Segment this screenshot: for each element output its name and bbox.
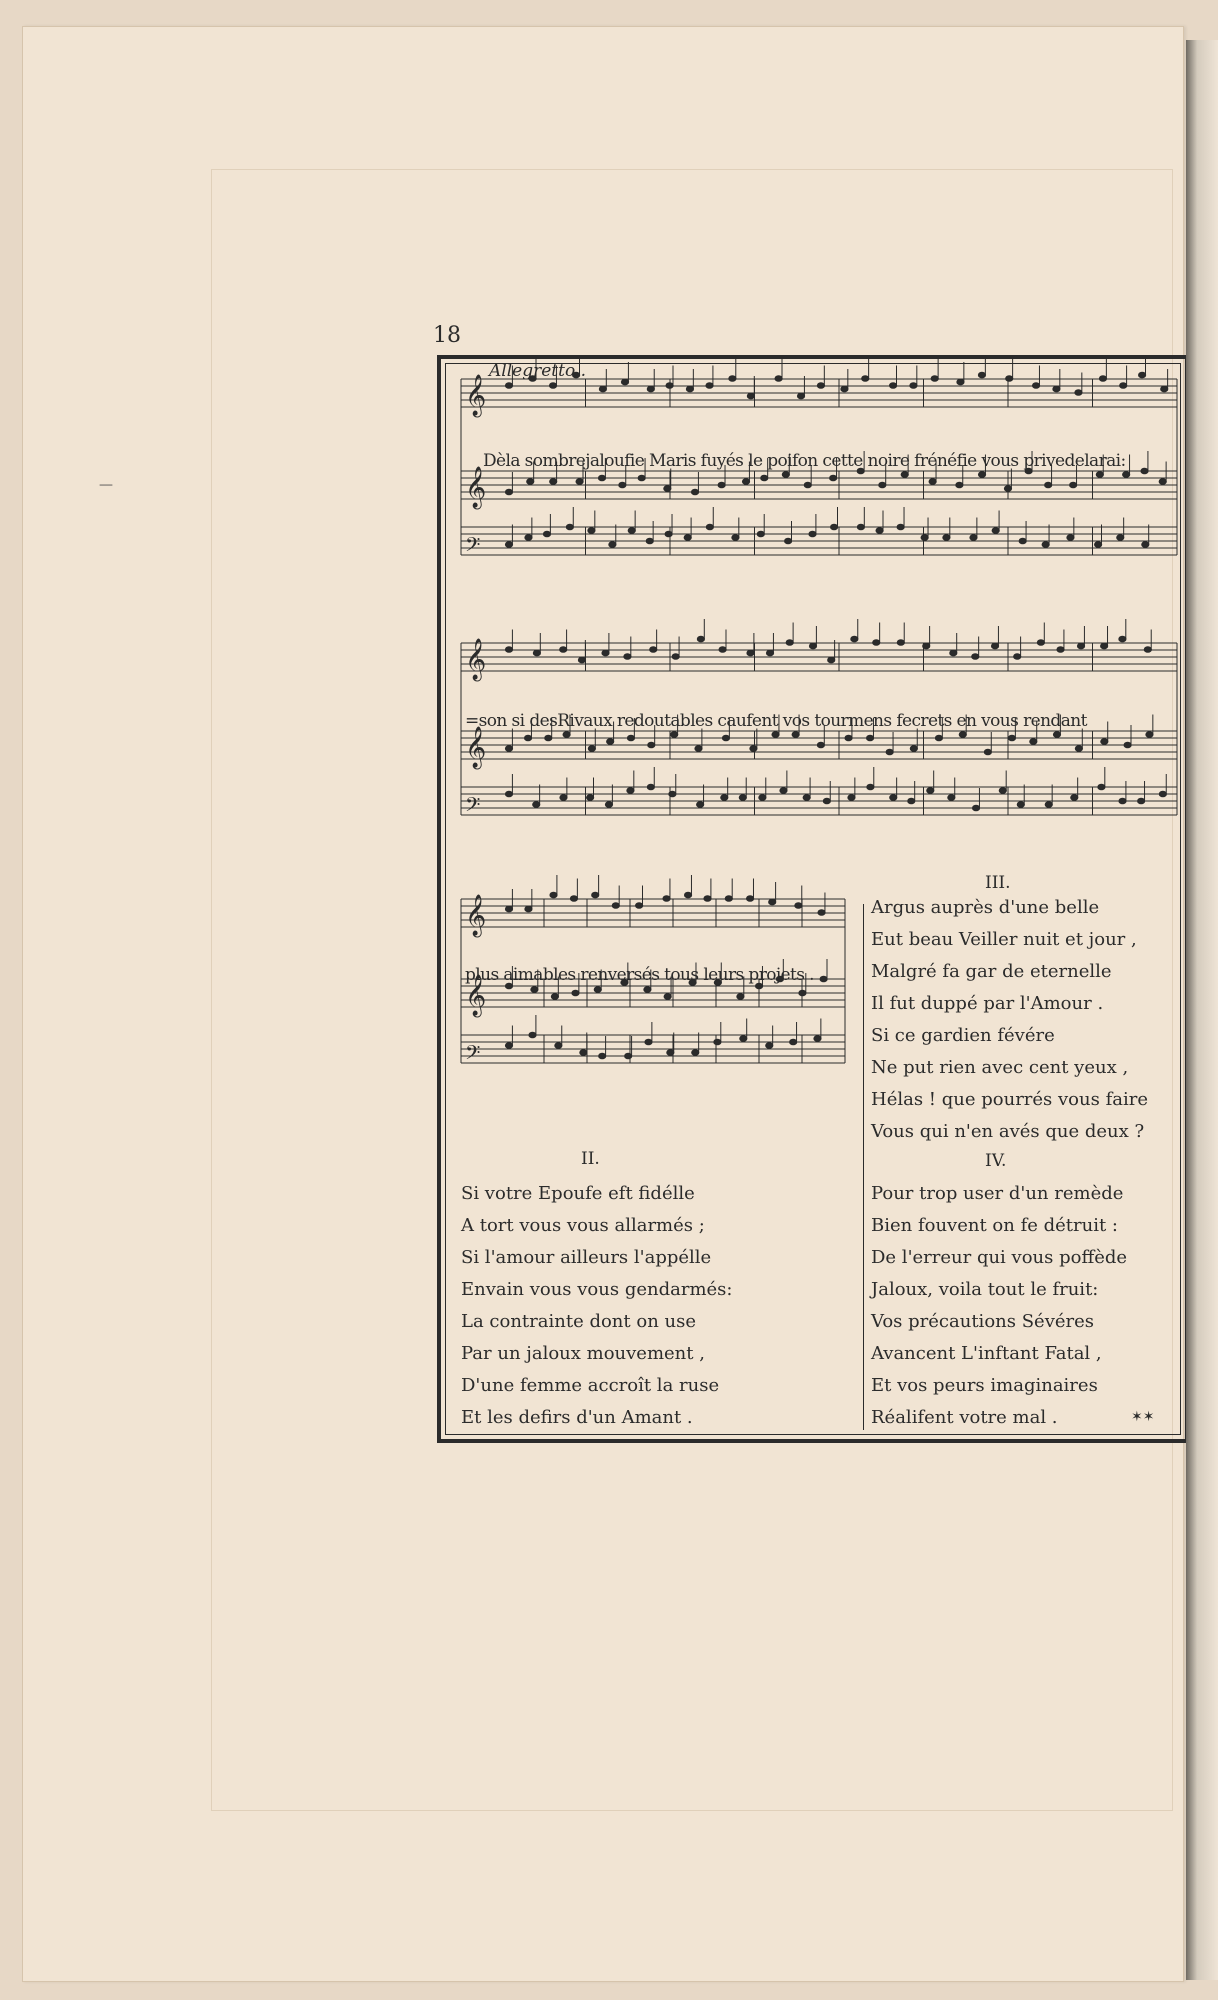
note-head	[650, 647, 657, 653]
note-head	[505, 1043, 512, 1049]
note-head	[1053, 386, 1060, 392]
treble-clef-icon: 𝄞	[465, 467, 487, 508]
note-head	[984, 749, 991, 755]
note-head	[1045, 802, 1052, 808]
note-head	[588, 528, 595, 534]
note-head	[782, 472, 789, 478]
stanza-4-line: Pour trop user d'un remède	[871, 1183, 1124, 1204]
note-head	[549, 383, 556, 389]
stanza-2-line: Si l'amour ailleurs l'appélle	[461, 1247, 712, 1268]
note-head	[959, 732, 966, 738]
note-head	[814, 1036, 821, 1042]
note-head	[769, 899, 776, 905]
note-head	[1030, 739, 1037, 745]
note-head	[692, 1050, 699, 1056]
note-head	[1019, 538, 1026, 544]
note-head	[1120, 383, 1127, 389]
note-head	[588, 746, 595, 752]
note-head	[772, 732, 779, 738]
stanza-4-line: De l'erreur qui vous poffède	[871, 1247, 1128, 1268]
stanza-4-numeral: IV.	[985, 1151, 1007, 1171]
stanza-4-line: Réalifent votre mal .	[871, 1407, 1058, 1428]
note-head	[664, 486, 671, 492]
note-head	[524, 735, 531, 741]
margin-mark: —	[99, 477, 113, 493]
note-head	[531, 987, 538, 993]
note-head	[992, 528, 999, 534]
note-head	[876, 528, 883, 534]
note-head	[1053, 732, 1060, 738]
note-head	[545, 735, 552, 741]
note-head	[1067, 535, 1074, 541]
stanza-3-line: Vous qui n'en avés que deux ?	[871, 1121, 1145, 1142]
note-head	[830, 475, 837, 481]
bass-clef-icon: 𝄢	[465, 533, 481, 561]
note-head	[647, 784, 654, 790]
note-head	[1098, 784, 1105, 790]
note-head	[550, 479, 557, 485]
stanza-2-line: Si votre Epoufe eft fidélle	[461, 1183, 695, 1204]
stanza-3-line: Eut beau Veiller nuit et jour ,	[871, 929, 1137, 950]
note-head	[691, 489, 698, 495]
note-head	[978, 372, 985, 378]
note-head	[823, 798, 830, 804]
note-head	[1159, 791, 1166, 797]
note-head	[739, 795, 746, 801]
note-head	[1096, 472, 1103, 478]
note-head	[897, 640, 904, 646]
note-head	[706, 524, 713, 530]
note-head	[543, 531, 550, 537]
note-head	[527, 479, 534, 485]
note-head	[505, 746, 512, 752]
note-head	[621, 379, 628, 385]
stanza-3-line: Malgré fa gar de eternelle	[871, 961, 1112, 982]
lyric-line-3: plus aimables renversés tous leurs projets .	[465, 965, 814, 985]
note-head	[718, 482, 725, 488]
note-head	[935, 735, 942, 741]
note-head	[1032, 383, 1039, 389]
note-head	[737, 994, 744, 1000]
treble-clef-icon: 𝄞	[465, 895, 487, 936]
stanza-4-line: Bien fouvent on fe détruit :	[871, 1215, 1118, 1236]
note-head	[910, 383, 917, 389]
bass-clef-icon: 𝄢	[465, 1041, 481, 1069]
stanza-2-line: D'une femme accroît la ruse	[461, 1375, 720, 1396]
note-head	[587, 795, 594, 801]
note-head	[722, 735, 729, 741]
note-head	[648, 742, 655, 748]
note-head	[927, 788, 934, 794]
stanza-2-numeral: II.	[581, 1149, 600, 1169]
treble-clef-icon: 𝄞	[465, 639, 487, 680]
note-head	[1142, 542, 1149, 548]
note-head	[560, 795, 567, 801]
note-head	[1119, 798, 1126, 804]
tempo-marking: Allegretto .	[489, 361, 586, 381]
note-head	[1045, 482, 1052, 488]
note-head	[1146, 732, 1153, 738]
note-head	[551, 994, 558, 1000]
note-head	[1014, 654, 1021, 660]
note-head	[797, 393, 804, 399]
note-head	[555, 1043, 562, 1049]
note-head	[525, 906, 532, 912]
note-head	[550, 892, 557, 898]
note-head	[663, 896, 670, 902]
note-head	[991, 643, 998, 649]
note-head	[607, 739, 614, 745]
note-head	[1119, 636, 1126, 642]
note-head	[1124, 742, 1131, 748]
note-head	[1006, 376, 1013, 382]
note-head	[609, 542, 616, 548]
note-head	[866, 735, 873, 741]
note-head	[704, 896, 711, 902]
stanza-3-line: Ne put rien avec cent yeux ,	[871, 1057, 1129, 1078]
note-head	[790, 1039, 797, 1045]
note-head	[598, 475, 605, 481]
note-head	[761, 475, 768, 481]
note-head	[605, 802, 612, 808]
note-head	[929, 479, 936, 485]
note-head	[525, 535, 532, 541]
note-head	[599, 1053, 606, 1059]
note-head	[729, 376, 736, 382]
lyric-line-2: =son si desRivaux redoutables caufent vos tourmens fecrets en vous rendant	[465, 711, 1087, 731]
note-head	[845, 735, 852, 741]
note-head	[820, 976, 827, 982]
note-head	[931, 376, 938, 382]
note-head	[766, 650, 773, 656]
note-head	[533, 802, 540, 808]
note-head	[1099, 376, 1106, 382]
note-head	[857, 524, 864, 530]
note-head	[714, 1039, 721, 1045]
note-head	[817, 742, 824, 748]
note-head	[684, 892, 691, 898]
page-number: 18	[433, 323, 461, 348]
note-head	[719, 647, 726, 653]
next-page-edge	[1186, 40, 1218, 1980]
note-head	[1071, 795, 1078, 801]
note-head	[972, 654, 979, 660]
note-head	[948, 795, 955, 801]
note-head	[627, 788, 634, 794]
note-head	[747, 393, 754, 399]
note-head	[742, 479, 749, 485]
note-head	[665, 531, 672, 537]
note-head	[1161, 386, 1168, 392]
note-head	[619, 482, 626, 488]
note-head	[862, 376, 869, 382]
note-head	[897, 524, 904, 530]
note-head	[686, 386, 693, 392]
treble-clef-icon: 𝄞	[465, 727, 487, 768]
note-head	[851, 636, 858, 642]
note-head	[732, 535, 739, 541]
column-divider	[863, 904, 864, 1430]
note-head	[505, 383, 512, 389]
note-head	[1017, 802, 1024, 808]
note-head	[638, 475, 645, 481]
stanza-2-line: Envain vous vous gendarmés:	[461, 1279, 733, 1300]
note-head	[560, 647, 567, 653]
note-head	[1101, 643, 1108, 649]
note-head	[759, 795, 766, 801]
note-head	[828, 657, 835, 663]
stanza-4-line: Vos précautions Sévéres	[871, 1311, 1095, 1332]
engraved-frame	[437, 355, 1189, 1443]
note-head	[890, 795, 897, 801]
note-head	[795, 903, 802, 909]
note-head	[580, 1050, 587, 1056]
note-head	[873, 640, 880, 646]
note-head	[1037, 640, 1044, 646]
note-head	[505, 489, 512, 495]
stanza-2-line: Et les defirs d'un Amant .	[461, 1407, 693, 1428]
note-head	[624, 654, 631, 660]
note-head	[684, 535, 691, 541]
note-head	[1138, 798, 1145, 804]
note-head	[671, 732, 678, 738]
note-head	[667, 1050, 674, 1056]
note-head	[572, 990, 579, 996]
note-head	[809, 643, 816, 649]
note-head	[750, 746, 757, 752]
note-head	[943, 535, 950, 541]
note-head	[592, 892, 599, 898]
note-head	[1159, 479, 1166, 485]
note-head	[533, 650, 540, 656]
note-head	[576, 479, 583, 485]
note-head	[1077, 643, 1084, 649]
note-head	[775, 376, 782, 382]
note-head	[1138, 372, 1145, 378]
note-head	[672, 654, 679, 660]
note-head	[886, 749, 893, 755]
note-head	[529, 1032, 536, 1038]
note-head	[757, 531, 764, 537]
lyric-line-1: Dèla sombrejaloufie Maris fuyés le poifon cette noire frénéfie vous privedelarai:	[483, 451, 1126, 471]
note-head	[921, 535, 928, 541]
note-head	[746, 896, 753, 902]
note-head	[889, 383, 896, 389]
note-head	[1008, 735, 1015, 741]
note-head	[505, 542, 512, 548]
note-head	[697, 636, 704, 642]
note-head	[612, 903, 619, 909]
note-head	[956, 482, 963, 488]
note-head	[1141, 468, 1148, 474]
note-head	[803, 795, 810, 801]
note-head	[563, 732, 570, 738]
note-head	[792, 732, 799, 738]
note-head	[697, 802, 704, 808]
treble-clef-icon: 𝄞	[465, 375, 487, 416]
note-head	[817, 383, 824, 389]
stanza-3-line: Hélas ! que pourrés vous faire	[871, 1089, 1148, 1110]
stanza-4-line: Avancent L'inftant Fatal ,	[871, 1343, 1102, 1364]
note-head	[644, 987, 651, 993]
note-head	[879, 482, 886, 488]
note-head	[725, 896, 732, 902]
note-head	[505, 791, 512, 797]
note-head	[780, 788, 787, 794]
note-head	[740, 1036, 747, 1042]
note-head	[786, 640, 793, 646]
note-head	[625, 1053, 632, 1059]
note-head	[647, 386, 654, 392]
note-head	[1101, 739, 1108, 745]
note-head	[505, 906, 512, 912]
stanza-3-line: Si ce gardien févére	[871, 1025, 1055, 1046]
stanza-3-line: Il fut duppé par l'Amour .	[871, 993, 1104, 1014]
book-page	[22, 26, 1184, 1982]
note-head	[566, 524, 573, 530]
note-head	[910, 746, 917, 752]
note-head	[818, 910, 825, 916]
note-head	[957, 379, 964, 385]
stanza-3-line: Argus auprès d'une belle	[871, 897, 1100, 918]
note-head	[1144, 647, 1151, 653]
note-head	[747, 650, 754, 656]
note-head	[570, 896, 577, 902]
note-head	[785, 538, 792, 544]
treble-clef-icon: 𝄞	[465, 975, 487, 1016]
note-head	[1117, 535, 1124, 541]
note-head	[602, 650, 609, 656]
note-head	[599, 386, 606, 392]
note-head	[799, 990, 806, 996]
note-head	[669, 791, 676, 797]
stanza-2-line: La contrainte dont on use	[461, 1311, 696, 1332]
note-head	[666, 383, 673, 389]
stanza-2-line: A tort vous vous allarmés ;	[461, 1215, 705, 1236]
stanza-3-numeral: III.	[985, 873, 1011, 893]
note-head	[804, 482, 811, 488]
note-head	[627, 735, 634, 741]
end-ornament: ✶✶	[1131, 1409, 1155, 1425]
bass-clef-icon: 𝄢	[465, 793, 481, 821]
stanza-4-line: Et vos peurs imaginaires	[871, 1375, 1098, 1396]
note-head	[1075, 390, 1082, 396]
note-head	[867, 784, 874, 790]
note-head	[645, 1039, 652, 1045]
note-head	[1042, 542, 1049, 548]
note-head	[721, 795, 728, 801]
note-head	[766, 1043, 773, 1049]
note-head	[1095, 542, 1102, 548]
note-head	[901, 472, 908, 478]
note-head	[695, 746, 702, 752]
note-head	[923, 643, 930, 649]
note-head	[628, 528, 635, 534]
note-head	[978, 472, 985, 478]
stanza-2-line: Par un jaloux mouvement ,	[461, 1343, 705, 1364]
note-head	[950, 650, 957, 656]
note-head	[578, 657, 585, 663]
note-head	[1057, 647, 1064, 653]
note-head	[809, 531, 816, 537]
note-head	[972, 805, 979, 811]
note-head	[594, 987, 601, 993]
note-head	[1123, 472, 1130, 478]
note-head	[908, 798, 915, 804]
note-head	[841, 386, 848, 392]
note-head	[505, 647, 512, 653]
note-head	[1075, 746, 1082, 752]
note-head	[830, 524, 837, 530]
note-head	[636, 903, 643, 909]
stanza-4-line: Jaloux, voila tout le fruit:	[871, 1279, 1099, 1300]
note-head	[970, 535, 977, 541]
note-head	[848, 795, 855, 801]
note-head	[1004, 486, 1011, 492]
note-head	[706, 383, 713, 389]
note-head	[999, 788, 1006, 794]
note-head	[646, 538, 653, 544]
note-head	[1070, 482, 1077, 488]
note-head	[664, 994, 671, 1000]
